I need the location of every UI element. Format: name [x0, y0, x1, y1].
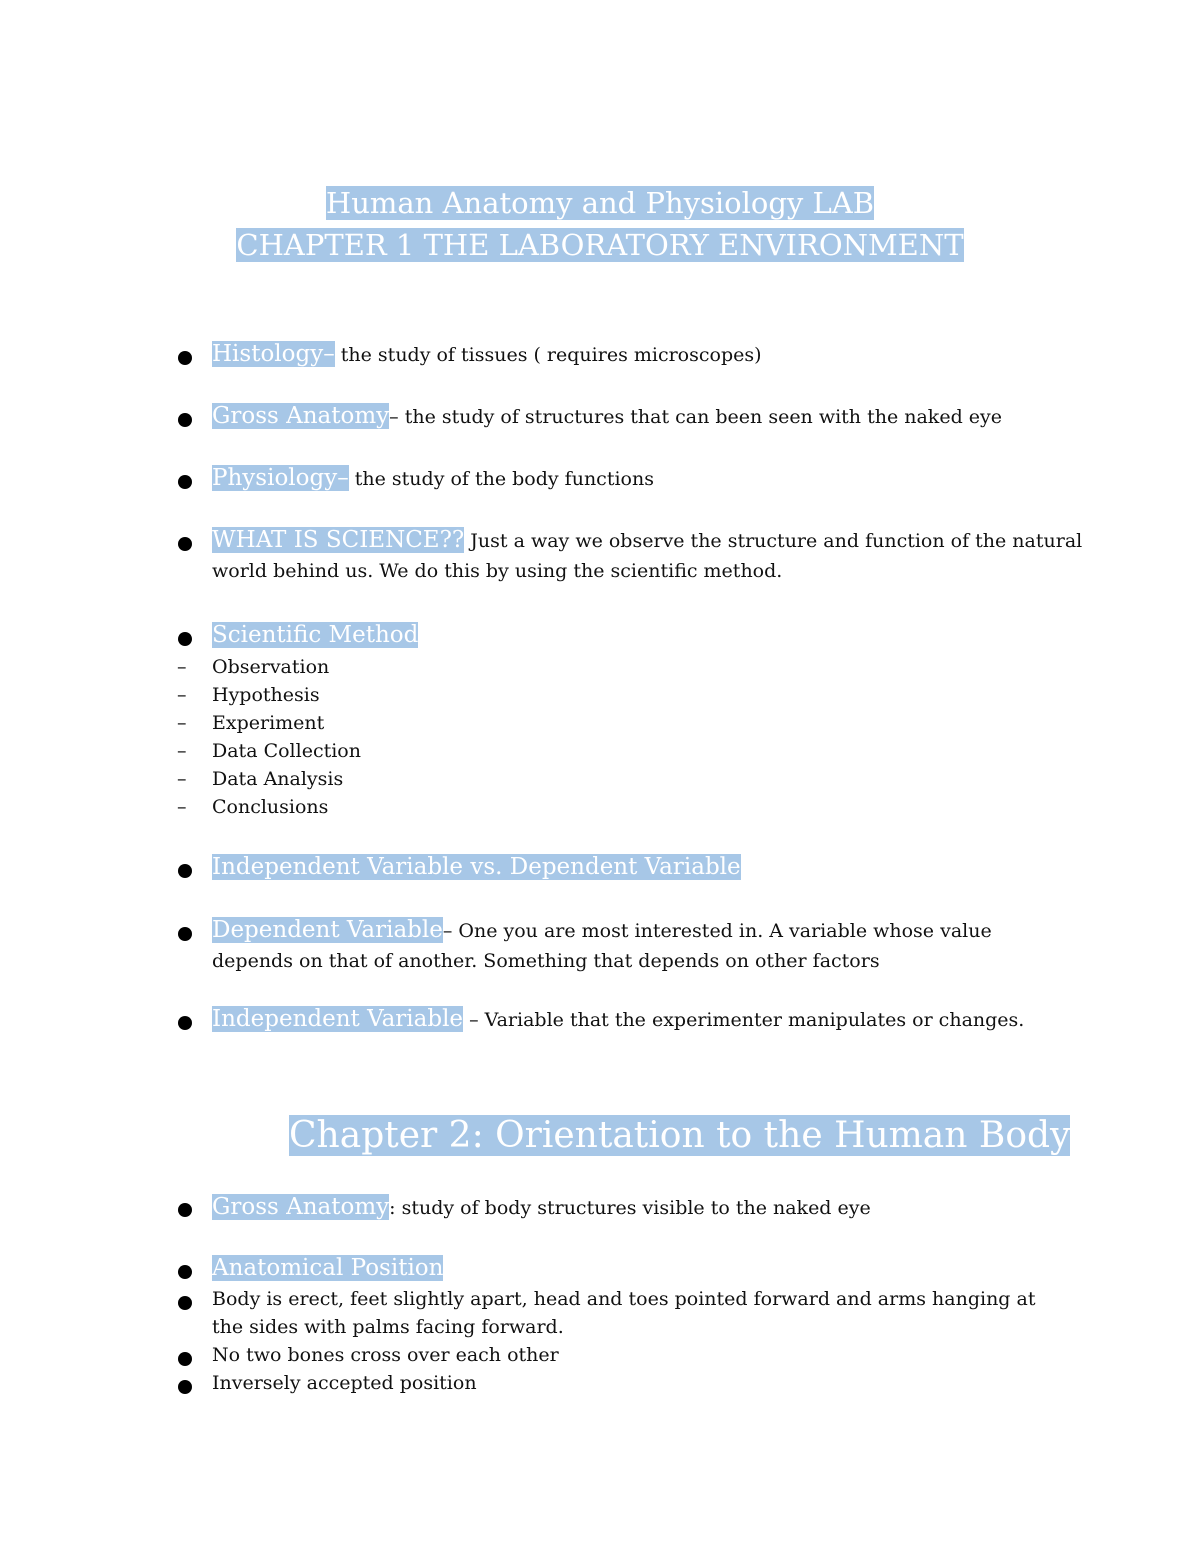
term-histology: Histology–	[212, 341, 335, 367]
term-independent-variable: Independent Variable	[212, 1006, 464, 1032]
definition-independent: – Variable that the experimenter manipulates or changes.	[463, 1009, 1025, 1031]
document-title-block	[0, 182, 1200, 266]
bullet-icon	[178, 413, 192, 427]
dash-icon: –	[177, 712, 187, 734]
bullet-icon	[178, 351, 192, 365]
list-item-histology	[212, 339, 1092, 370]
list-item-ch2-gross-anatomy	[212, 1192, 1092, 1223]
bullet-icon	[178, 537, 192, 551]
term-variables: Independent Variable vs. Dependent Variable	[212, 854, 741, 880]
document-title: Human Anatomy and Physiology LAB	[325, 186, 875, 220]
bullet-icon	[178, 1203, 192, 1217]
method-step: Observation	[212, 656, 330, 678]
chapter1-heading: CHAPTER 1 THE LABORATORY ENVIRONMENT	[236, 228, 964, 262]
term-ch2-gross-anatomy: Gross Anatomy	[212, 1194, 390, 1220]
position-point-3: Inversely accepted position	[212, 1372, 477, 1394]
list-item-gross-anatomy	[212, 401, 1092, 432]
list-item-independent-variable	[212, 1004, 1092, 1035]
method-step: Hypothesis	[212, 684, 320, 706]
method-step: Data Analysis	[212, 768, 344, 790]
dash-icon: –	[177, 740, 187, 762]
definition-science-line2: world behind us. We do this by using the scientific method.	[212, 560, 783, 582]
list-item-position-description	[212, 1285, 1092, 1341]
definition-physiology: the study of the body functions	[348, 468, 654, 490]
method-step: Conclusions	[212, 796, 329, 818]
bullet-icon	[178, 1352, 192, 1366]
term-anatomical-position: Anatomical Position	[212, 1255, 444, 1281]
position-point-1-line1: Body is erect, feet slightly apart, head and toes pointed forward and arms hanging at	[212, 1288, 1036, 1310]
chapter2-title: Chapter 2: Orientation to the Human Body	[289, 1115, 1071, 1156]
list-item-dependent-variable	[212, 915, 1092, 976]
definition-histology: the study of tissues ( requires microscopes)	[334, 344, 762, 366]
list-item-anatomical-position	[212, 1253, 1092, 1284]
bullet-icon	[178, 927, 192, 941]
bullet-icon	[178, 864, 192, 878]
list-item-scientific-method	[212, 620, 1092, 651]
dash-icon: –	[177, 656, 187, 678]
dash-icon: –	[177, 796, 187, 818]
term-science: WHAT IS SCIENCE??	[212, 527, 465, 553]
method-step: Experiment	[212, 712, 325, 734]
method-step: Data Collection	[212, 740, 361, 762]
term-dependent-variable: Dependent Variable	[212, 917, 443, 943]
term-gross-anatomy: Gross Anatomy	[212, 403, 390, 429]
bullet-icon	[178, 1380, 192, 1394]
list-item-science	[212, 525, 1092, 586]
definition-dependent-line1: – One you are most interested in. A variable whose value	[442, 920, 992, 942]
bullet-icon	[178, 475, 192, 489]
chapter2-heading	[289, 1112, 1070, 1160]
definition-ch2-gross-anatomy: : study of body structures visible to the naked eye	[389, 1197, 871, 1219]
definition-gross-anatomy: – the study of structures that can been seen with the naked eye	[389, 406, 1002, 428]
bullet-icon	[178, 1016, 192, 1030]
dash-icon: –	[177, 768, 187, 790]
list-item-position-point-2	[212, 1341, 1092, 1369]
bullet-icon	[178, 632, 192, 646]
list-item-variables	[212, 852, 1092, 883]
definition-dependent-line2: depends on that of another. Something that depends on other factors	[212, 950, 880, 972]
term-physiology: Physiology–	[212, 465, 349, 491]
position-point-1-line2: the sides with palms facing forward.	[212, 1316, 564, 1338]
bullet-icon	[178, 1296, 192, 1310]
definition-science-line1: Just a way we observe the structure and function of the natural	[464, 530, 1083, 552]
bullet-icon	[178, 1265, 192, 1279]
position-point-2: No two bones cross over each other	[212, 1344, 559, 1366]
list-item-position-point-3	[212, 1369, 1092, 1397]
list-item-physiology	[212, 463, 1092, 494]
dash-icon: –	[177, 684, 187, 706]
term-scientific-method: Scientific Method	[212, 622, 419, 648]
